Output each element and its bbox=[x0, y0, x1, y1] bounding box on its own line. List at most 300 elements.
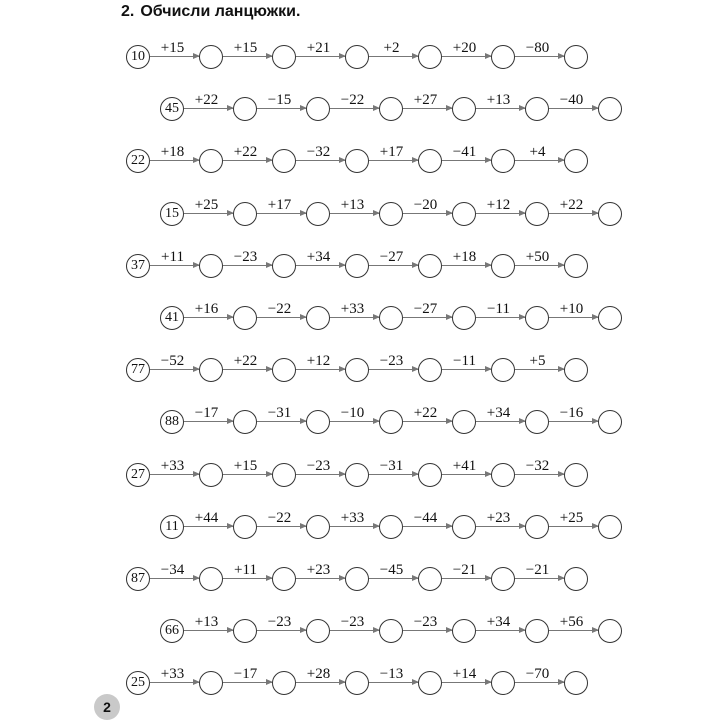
operation-label: +23 bbox=[306, 562, 331, 578]
answer-circle[interactable] bbox=[525, 515, 549, 539]
operation-label: +44 bbox=[194, 510, 219, 526]
answer-circle[interactable] bbox=[598, 515, 622, 539]
operation-label: −22 bbox=[267, 510, 292, 526]
operation-label: −23 bbox=[267, 614, 292, 630]
operation-label: +15 bbox=[233, 458, 258, 474]
answer-circle[interactable] bbox=[525, 97, 549, 121]
answer-circle[interactable] bbox=[272, 567, 296, 591]
operation-label: +15 bbox=[233, 40, 258, 56]
arrow-icon bbox=[369, 474, 418, 475]
chain-step bbox=[296, 460, 345, 490]
arrow-icon bbox=[403, 630, 452, 631]
answer-circle[interactable] bbox=[233, 306, 257, 330]
answer-circle[interactable] bbox=[598, 410, 622, 434]
chain-step bbox=[257, 94, 306, 124]
operation-label: +12 bbox=[306, 353, 331, 369]
chain-step bbox=[150, 564, 199, 594]
arrow-icon bbox=[330, 108, 379, 109]
arrow-icon bbox=[549, 526, 598, 527]
operation-label: −41 bbox=[452, 144, 477, 160]
answer-circle[interactable] bbox=[598, 306, 622, 330]
chain-step bbox=[330, 199, 379, 229]
chain-step bbox=[515, 146, 564, 176]
operation-label: −31 bbox=[267, 405, 292, 421]
operation-label: +11 bbox=[161, 249, 184, 265]
arrow-icon bbox=[442, 682, 491, 683]
answer-circle[interactable] bbox=[233, 202, 257, 226]
start-number: 27 bbox=[126, 463, 150, 487]
answer-circle[interactable] bbox=[306, 97, 330, 121]
answer-circle[interactable] bbox=[491, 463, 515, 487]
answer-circle[interactable] bbox=[418, 671, 442, 695]
arrow-icon bbox=[330, 421, 379, 422]
operation-label: −17 bbox=[194, 405, 219, 421]
chain-step bbox=[257, 199, 306, 229]
answer-circle[interactable] bbox=[306, 202, 330, 226]
arrow-icon bbox=[330, 213, 379, 214]
operation-label: −13 bbox=[379, 666, 404, 682]
chain-step bbox=[442, 460, 491, 490]
chain-row bbox=[160, 512, 640, 542]
start-number: 15 bbox=[160, 202, 184, 226]
arrow-icon bbox=[296, 578, 345, 579]
operation-label: −80 bbox=[525, 40, 550, 56]
arrow-icon bbox=[515, 682, 564, 683]
chain-step bbox=[403, 94, 452, 124]
operation-label: +25 bbox=[194, 197, 219, 213]
operation-label: −11 bbox=[487, 301, 510, 317]
arrow-icon bbox=[296, 265, 345, 266]
chain-step bbox=[369, 251, 418, 281]
chain-row bbox=[126, 146, 606, 176]
answer-circle[interactable] bbox=[418, 463, 442, 487]
start-number: 77 bbox=[126, 358, 150, 382]
chain-step bbox=[476, 407, 525, 437]
operation-label: +20 bbox=[452, 40, 477, 56]
chain-step bbox=[330, 303, 379, 333]
operation-label: −11 bbox=[453, 353, 476, 369]
chain-step bbox=[184, 512, 233, 542]
chain-step bbox=[184, 616, 233, 646]
arrow-icon bbox=[403, 421, 452, 422]
operation-label: −21 bbox=[525, 562, 550, 578]
chain-step bbox=[330, 616, 379, 646]
arrow-icon bbox=[442, 369, 491, 370]
arrow-icon bbox=[150, 369, 199, 370]
operation-label: +17 bbox=[379, 144, 404, 160]
operation-label: +27 bbox=[413, 92, 438, 108]
operation-label: +34 bbox=[486, 405, 511, 421]
operation-label: +28 bbox=[306, 666, 331, 682]
chain-step bbox=[184, 94, 233, 124]
answer-circle[interactable] bbox=[491, 149, 515, 173]
answer-circle[interactable] bbox=[491, 254, 515, 278]
operation-label: +5 bbox=[529, 353, 546, 369]
operation-label: +56 bbox=[559, 614, 584, 630]
chain-step bbox=[369, 42, 418, 72]
arrow-icon bbox=[476, 213, 525, 214]
answer-circle[interactable] bbox=[199, 254, 223, 278]
answer-circle[interactable] bbox=[564, 567, 588, 591]
arrow-icon bbox=[369, 56, 418, 57]
answer-circle[interactable] bbox=[233, 410, 257, 434]
answer-circle[interactable] bbox=[379, 515, 403, 539]
arrow-icon bbox=[257, 317, 306, 318]
answer-circle[interactable] bbox=[525, 619, 549, 643]
start-number: 66 bbox=[160, 619, 184, 643]
answer-circle[interactable] bbox=[598, 97, 622, 121]
operation-label: +12 bbox=[486, 197, 511, 213]
answer-circle[interactable] bbox=[564, 358, 588, 382]
arrow-icon bbox=[257, 630, 306, 631]
chain-step bbox=[515, 251, 564, 281]
operation-label: +22 bbox=[413, 405, 438, 421]
answer-circle[interactable] bbox=[418, 567, 442, 591]
answer-circle[interactable] bbox=[452, 410, 476, 434]
answer-circle[interactable] bbox=[272, 254, 296, 278]
operation-label: −10 bbox=[340, 405, 365, 421]
answer-circle[interactable] bbox=[491, 671, 515, 695]
arrow-icon bbox=[330, 630, 379, 631]
answer-circle[interactable] bbox=[345, 671, 369, 695]
operation-label: −23 bbox=[233, 249, 258, 265]
answer-circle[interactable] bbox=[306, 619, 330, 643]
operation-label: +14 bbox=[452, 666, 477, 682]
operation-label: +18 bbox=[160, 144, 185, 160]
chain-step bbox=[184, 407, 233, 437]
answer-circle[interactable] bbox=[233, 619, 257, 643]
arrow-icon bbox=[150, 578, 199, 579]
answer-circle[interactable] bbox=[598, 619, 622, 643]
chain-step bbox=[549, 512, 598, 542]
arrow-icon bbox=[369, 160, 418, 161]
operation-label: −23 bbox=[306, 458, 331, 474]
chain-row bbox=[160, 94, 640, 124]
arrow-icon bbox=[296, 56, 345, 57]
operation-label: +33 bbox=[340, 301, 365, 317]
start-number: 37 bbox=[126, 254, 150, 278]
start-number: 87 bbox=[126, 567, 150, 591]
chain-step bbox=[476, 616, 525, 646]
answer-circle[interactable] bbox=[525, 202, 549, 226]
arrow-icon bbox=[257, 526, 306, 527]
arrow-icon bbox=[223, 682, 272, 683]
arrow-icon bbox=[515, 56, 564, 57]
chain-step bbox=[223, 146, 272, 176]
answer-circle[interactable] bbox=[525, 306, 549, 330]
answer-circle[interactable] bbox=[379, 410, 403, 434]
arrow-icon bbox=[150, 474, 199, 475]
answer-circle[interactable] bbox=[418, 149, 442, 173]
chain-step bbox=[549, 94, 598, 124]
task-title: Обчисли ланцюжки. bbox=[140, 3, 301, 20]
chain-step bbox=[515, 42, 564, 72]
answer-circle[interactable] bbox=[272, 463, 296, 487]
arrow-icon bbox=[296, 160, 345, 161]
arrow-icon bbox=[184, 108, 233, 109]
chain-step bbox=[150, 42, 199, 72]
chain-step bbox=[296, 564, 345, 594]
answer-circle[interactable] bbox=[418, 45, 442, 69]
answer-circle[interactable] bbox=[452, 619, 476, 643]
answer-circle[interactable] bbox=[272, 45, 296, 69]
chain-step bbox=[223, 460, 272, 490]
answer-circle[interactable] bbox=[452, 97, 476, 121]
chain-step bbox=[184, 199, 233, 229]
arrow-icon bbox=[515, 578, 564, 579]
chain-step bbox=[257, 616, 306, 646]
arrow-icon bbox=[257, 213, 306, 214]
operation-label: +33 bbox=[340, 510, 365, 526]
operation-label: +13 bbox=[194, 614, 219, 630]
answer-circle[interactable] bbox=[491, 358, 515, 382]
arrow-icon bbox=[476, 526, 525, 527]
arrow-icon bbox=[549, 317, 598, 318]
answer-circle[interactable] bbox=[564, 45, 588, 69]
arrow-icon bbox=[442, 56, 491, 57]
chain-step bbox=[403, 616, 452, 646]
answer-circle[interactable] bbox=[452, 306, 476, 330]
chain-step bbox=[403, 407, 452, 437]
chain-step bbox=[442, 146, 491, 176]
answer-circle[interactable] bbox=[564, 671, 588, 695]
answer-circle[interactable] bbox=[199, 567, 223, 591]
chain-step bbox=[330, 407, 379, 437]
arrow-icon bbox=[150, 682, 199, 683]
start-number: 45 bbox=[160, 97, 184, 121]
chain-step bbox=[150, 146, 199, 176]
chain-step bbox=[369, 146, 418, 176]
operation-label: +34 bbox=[306, 249, 331, 265]
chain-step bbox=[515, 668, 564, 698]
operation-label: +10 bbox=[559, 301, 584, 317]
answer-circle[interactable] bbox=[306, 410, 330, 434]
arrow-icon bbox=[515, 160, 564, 161]
arrow-icon bbox=[476, 317, 525, 318]
operation-label: −20 bbox=[413, 197, 438, 213]
chain-row bbox=[160, 407, 640, 437]
chain-row bbox=[126, 251, 606, 281]
operation-label: −40 bbox=[559, 92, 584, 108]
chain-step bbox=[549, 407, 598, 437]
operation-label: −45 bbox=[379, 562, 404, 578]
answer-circle[interactable] bbox=[306, 306, 330, 330]
chain-step bbox=[330, 94, 379, 124]
arrow-icon bbox=[330, 526, 379, 527]
operation-label: +17 bbox=[267, 197, 292, 213]
chain-step bbox=[369, 460, 418, 490]
answer-circle[interactable] bbox=[379, 306, 403, 330]
chain-step bbox=[369, 668, 418, 698]
operation-label: +25 bbox=[559, 510, 584, 526]
answer-circle[interactable] bbox=[525, 410, 549, 434]
chain-step bbox=[442, 668, 491, 698]
chain-step bbox=[549, 616, 598, 646]
arrow-icon bbox=[369, 265, 418, 266]
answer-circle[interactable] bbox=[491, 45, 515, 69]
arrow-icon bbox=[476, 108, 525, 109]
answer-circle[interactable] bbox=[452, 515, 476, 539]
arrow-icon bbox=[403, 213, 452, 214]
operation-label: +41 bbox=[452, 458, 477, 474]
chain-step bbox=[296, 355, 345, 385]
arrow-icon bbox=[442, 265, 491, 266]
answer-circle[interactable] bbox=[379, 619, 403, 643]
arrow-icon bbox=[223, 578, 272, 579]
answer-circle[interactable] bbox=[345, 463, 369, 487]
operation-label: −23 bbox=[340, 614, 365, 630]
chain-row bbox=[160, 616, 640, 646]
operation-label: −27 bbox=[413, 301, 438, 317]
answer-circle[interactable] bbox=[199, 45, 223, 69]
answer-circle[interactable] bbox=[418, 254, 442, 278]
arrow-icon bbox=[369, 682, 418, 683]
operation-label: −16 bbox=[559, 405, 584, 421]
arrow-icon bbox=[296, 682, 345, 683]
answer-circle[interactable] bbox=[345, 149, 369, 173]
operation-label: −21 bbox=[452, 562, 477, 578]
answer-circle[interactable] bbox=[233, 515, 257, 539]
page-number-badge: 2 bbox=[94, 694, 120, 720]
arrow-icon bbox=[369, 578, 418, 579]
chain-step bbox=[150, 251, 199, 281]
arrow-icon bbox=[150, 56, 199, 57]
arrow-icon bbox=[296, 474, 345, 475]
answer-circle[interactable] bbox=[272, 358, 296, 382]
answer-circle[interactable] bbox=[491, 567, 515, 591]
chain-step bbox=[296, 146, 345, 176]
arrow-icon bbox=[223, 369, 272, 370]
start-number: 88 bbox=[160, 410, 184, 434]
chain-step bbox=[442, 355, 491, 385]
operation-label: −70 bbox=[525, 666, 550, 682]
arrow-icon bbox=[184, 630, 233, 631]
chain-step bbox=[150, 355, 199, 385]
arrow-icon bbox=[330, 317, 379, 318]
operation-label: −17 bbox=[233, 666, 258, 682]
arrow-icon bbox=[549, 108, 598, 109]
chain-step bbox=[150, 668, 199, 698]
arrow-icon bbox=[296, 369, 345, 370]
answer-circle[interactable] bbox=[345, 567, 369, 591]
chain-step bbox=[257, 407, 306, 437]
operation-label: +11 bbox=[234, 562, 257, 578]
answer-circle[interactable] bbox=[272, 671, 296, 695]
answer-circle[interactable] bbox=[199, 149, 223, 173]
arrow-icon bbox=[223, 474, 272, 475]
chain-step bbox=[296, 251, 345, 281]
answer-circle[interactable] bbox=[199, 463, 223, 487]
arrow-icon bbox=[549, 421, 598, 422]
answer-circle[interactable] bbox=[379, 202, 403, 226]
chain-step bbox=[515, 460, 564, 490]
arrow-icon bbox=[403, 526, 452, 527]
chain-step bbox=[223, 355, 272, 385]
answer-circle[interactable] bbox=[306, 515, 330, 539]
answer-circle[interactable] bbox=[452, 202, 476, 226]
chain-step bbox=[369, 355, 418, 385]
operation-label: −22 bbox=[340, 92, 365, 108]
answer-circle[interactable] bbox=[272, 149, 296, 173]
answer-circle[interactable] bbox=[345, 358, 369, 382]
chain-step bbox=[223, 564, 272, 594]
arrow-icon bbox=[476, 630, 525, 631]
arrow-icon bbox=[549, 213, 598, 214]
chain-step bbox=[476, 303, 525, 333]
arrow-icon bbox=[442, 160, 491, 161]
chain-step bbox=[476, 94, 525, 124]
answer-circle[interactable] bbox=[564, 149, 588, 173]
arrow-icon bbox=[150, 265, 199, 266]
operation-label: +34 bbox=[486, 614, 511, 630]
arrow-icon bbox=[223, 160, 272, 161]
chain-step bbox=[549, 303, 598, 333]
arrow-icon bbox=[515, 369, 564, 370]
operation-label: −31 bbox=[379, 458, 404, 474]
arrow-icon bbox=[257, 108, 306, 109]
operation-label: +4 bbox=[529, 144, 546, 160]
chain-step bbox=[403, 512, 452, 542]
answer-circle[interactable] bbox=[598, 202, 622, 226]
answer-circle[interactable] bbox=[418, 358, 442, 382]
operation-label: +2 bbox=[383, 40, 400, 56]
start-number: 41 bbox=[160, 306, 184, 330]
operation-label: +15 bbox=[160, 40, 185, 56]
chain-step bbox=[257, 303, 306, 333]
arrow-icon bbox=[184, 317, 233, 318]
operation-label: +22 bbox=[233, 144, 258, 160]
chain-row bbox=[160, 199, 640, 229]
chain-row bbox=[126, 42, 606, 72]
chain-step bbox=[184, 303, 233, 333]
start-number: 10 bbox=[126, 45, 150, 69]
operation-label: +33 bbox=[160, 666, 185, 682]
start-number: 11 bbox=[160, 515, 184, 539]
chain-step bbox=[442, 251, 491, 281]
chain-step bbox=[296, 42, 345, 72]
arrow-icon bbox=[184, 213, 233, 214]
operation-label: +22 bbox=[559, 197, 584, 213]
operation-label: +50 bbox=[525, 249, 550, 265]
chain-row bbox=[126, 355, 606, 385]
arrow-icon bbox=[549, 630, 598, 631]
operation-label: +33 bbox=[160, 458, 185, 474]
answer-circle[interactable] bbox=[199, 671, 223, 695]
answer-circle[interactable] bbox=[345, 45, 369, 69]
arrow-icon bbox=[515, 265, 564, 266]
operation-label: +18 bbox=[452, 249, 477, 265]
answer-circle[interactable] bbox=[233, 97, 257, 121]
arrow-icon bbox=[442, 474, 491, 475]
operation-label: −34 bbox=[160, 562, 185, 578]
arrow-icon bbox=[476, 421, 525, 422]
operation-label: −22 bbox=[267, 301, 292, 317]
answer-circle[interactable] bbox=[345, 254, 369, 278]
answer-circle[interactable] bbox=[199, 358, 223, 382]
answer-circle[interactable] bbox=[564, 463, 588, 487]
chain-step bbox=[330, 512, 379, 542]
answer-circle[interactable] bbox=[379, 97, 403, 121]
operation-label: −44 bbox=[413, 510, 438, 526]
chain-step bbox=[296, 668, 345, 698]
answer-circle[interactable] bbox=[564, 254, 588, 278]
arrow-icon bbox=[184, 421, 233, 422]
arrow-icon bbox=[223, 265, 272, 266]
arrow-icon bbox=[223, 56, 272, 57]
chain-step bbox=[515, 355, 564, 385]
chain-step bbox=[549, 199, 598, 229]
arrow-icon bbox=[150, 160, 199, 161]
